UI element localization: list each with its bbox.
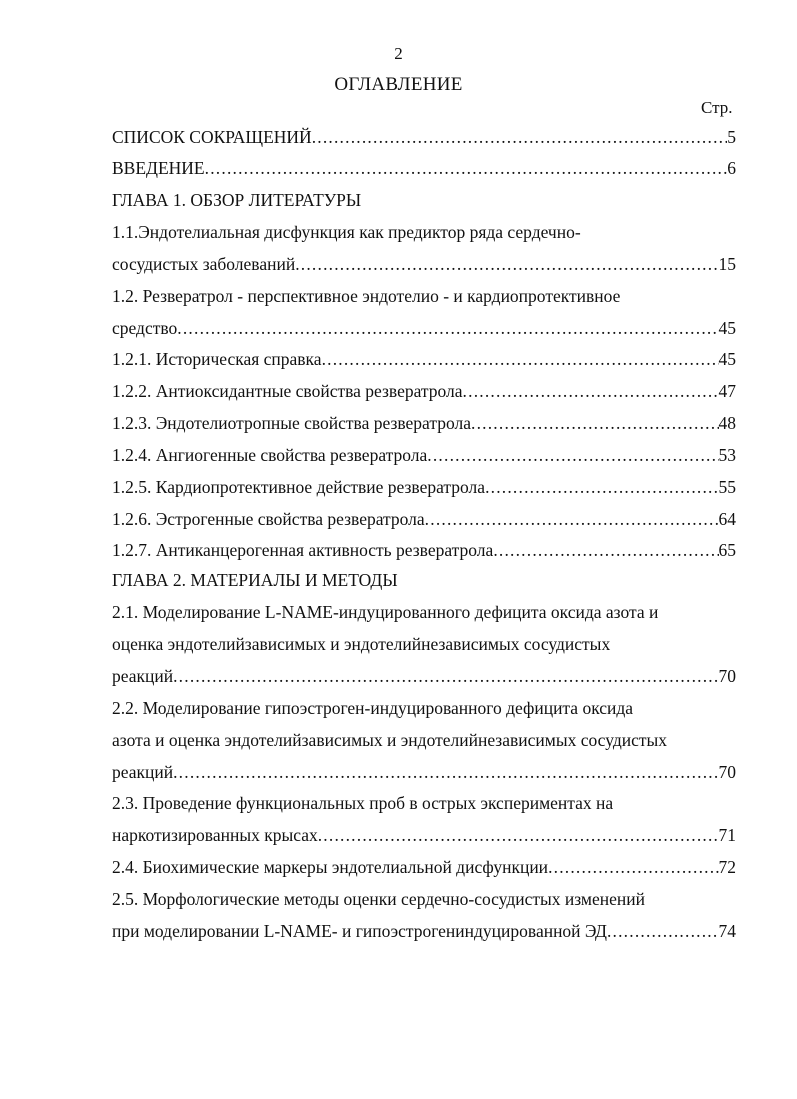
toc-leader-dots [471, 410, 719, 436]
toc-entry [112, 474, 736, 500]
toc-entry-continued [112, 283, 736, 309]
toc-entry-page: 45 [718, 349, 736, 369]
toc-entry-text: 1.2.3. Эндотелиотропные свойства резвератрола [112, 413, 471, 433]
toc-entry-page: 70 [718, 762, 736, 782]
toc-leader-dots [173, 663, 718, 689]
toc-entry-page: 6 [727, 158, 736, 178]
toc-leader-dots [295, 251, 718, 277]
toc-entry [112, 822, 736, 848]
toc-entry-text: 1.2.6. Эстрогенные свойства резвератрола [112, 509, 425, 529]
toc-entry-text: оценка эндотелийзависимых и эндотелийнезависимых сосудистых [112, 634, 611, 654]
toc-entry [112, 346, 736, 372]
toc-leader-dots [425, 506, 719, 532]
toc-entry-page: 65 [718, 540, 736, 560]
toc-entry-text: реакций [112, 666, 174, 686]
toc-entry [112, 854, 736, 880]
toc-entry [112, 124, 736, 150]
toc-entry-text: 2.2. Моделирование гипоэстроген-индуцированного дефицита оксида [112, 698, 634, 718]
toc-entry-page: 47 [718, 381, 736, 401]
toc-entry-text: реакций [112, 762, 174, 782]
toc-leader-dots [485, 474, 718, 500]
toc-entry [112, 410, 736, 436]
toc-entry-text: 1.2.2. Антиоксидантные свойства резвератрола [112, 381, 463, 401]
toc-entry-text: 2.5. Морфологические методы оценки сердечно-сосудистых изменений [112, 889, 645, 909]
toc-leader-dots [318, 822, 719, 848]
toc-chapter-heading [112, 187, 736, 213]
toc-leader-dots [312, 124, 728, 150]
toc-leader-dots [173, 759, 718, 785]
toc-entry-text: 2.1. Моделирование L-NAME-индуцированного дефицита оксида азота и [112, 602, 659, 622]
toc-entry-continued [112, 886, 736, 912]
toc-entry-text: 1.2.7. Антиканцерогенная активность резвератрола [112, 540, 494, 560]
toc-entry-page: 5 [727, 127, 736, 147]
toc-entry-continued [112, 631, 736, 657]
toc-entry [112, 537, 736, 563]
toc-entry [112, 315, 736, 341]
toc-entry [112, 378, 736, 404]
toc-leader-dots [493, 537, 718, 563]
toc-chapter-heading [112, 567, 736, 593]
toc-entry-text: при моделировании L-NAME- и гипоэстрогениндуцированной ЭД [112, 921, 607, 941]
toc-entry-page: 74 [718, 921, 736, 941]
toc-leader-dots [427, 442, 718, 468]
toc-entry-page: 71 [718, 825, 736, 845]
toc-entry-text: сосудистых заболеваний [112, 254, 296, 274]
toc-entry [112, 506, 736, 532]
toc-entry-text: 1.2. Резвератрол - перспективное эндотелио - и кардиопротективное [112, 286, 621, 306]
toc-entry-text: ГЛАВА 2. МАТЕРИАЛЫ И МЕТОДЫ [112, 570, 398, 590]
toc-leader-dots [607, 918, 719, 944]
toc-entry-page: 53 [718, 445, 736, 465]
toc-entry-text: ВВЕДЕНИЕ [112, 158, 205, 178]
toc-entry-text: наркотизированных крысах [112, 825, 318, 845]
toc-entry-page: 72 [718, 857, 736, 877]
toc-entry-text: 1.2.4. Ангиогенные свойства резвератрола [112, 445, 428, 465]
toc-entry-text: азота и оценка эндотелийзависимых и эндотелийнезависимых сосудистых [112, 730, 668, 750]
toc-entry-page: 45 [718, 318, 736, 338]
toc-entry-text: 1.1.Эндотелиальная дисфункция как предиктор ряда сердечно- [112, 222, 581, 242]
toc-leader-dots [177, 315, 718, 341]
toc-title: ОГЛАВЛЕНИЕ [334, 74, 463, 95]
toc-entry-continued [112, 695, 736, 721]
toc-entry [112, 759, 736, 785]
toc-leader-dots [463, 378, 719, 404]
toc-entry [112, 663, 736, 689]
toc-entry-text: средство [112, 318, 178, 338]
toc-entry-continued [112, 219, 736, 245]
toc-leader-dots [548, 854, 718, 880]
toc-entry [112, 155, 736, 181]
page-number: 2 [394, 44, 403, 63]
toc-entry-page: 64 [718, 509, 736, 529]
toc-entry [112, 442, 736, 468]
toc-entry-text: 2.3. Проведение функциональных проб в острых экспериментах на [112, 793, 614, 813]
page-column-label: Стр. [701, 98, 733, 117]
toc-entry-text: 2.4. Биохимические маркеры эндотелиальной дисфункции [112, 857, 549, 877]
toc-entry-text: СПИСОК СОКРАЩЕНИЙ [112, 127, 312, 147]
toc-entry-page: 70 [718, 666, 736, 686]
toc-entry-text: 1.2.1. Историческая справка [112, 349, 322, 369]
toc-entry-continued [112, 599, 736, 625]
toc-entry-continued [112, 727, 736, 753]
toc-leader-dots [205, 155, 728, 181]
toc-leader-dots [322, 346, 719, 372]
toc-entry [112, 251, 736, 277]
toc-entry-page: 15 [718, 254, 736, 274]
toc-entry-continued [112, 790, 736, 816]
toc-entry-text: 1.2.5. Кардиопротективное действие резвератрола [112, 477, 486, 497]
toc-entry [112, 918, 736, 944]
toc-entry-page: 48 [718, 413, 736, 433]
toc-entry-page: 55 [718, 477, 736, 497]
toc-entry-text: ГЛАВА 1. ОБЗОР ЛИТЕРАТУРЫ [112, 190, 362, 210]
